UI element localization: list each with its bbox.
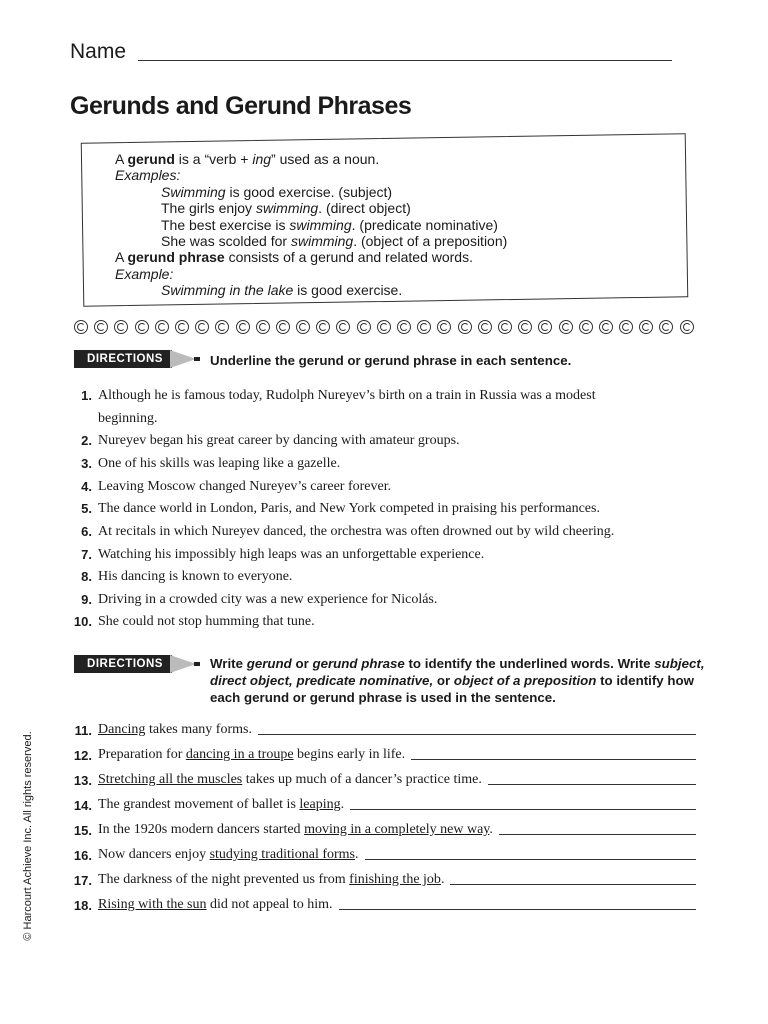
spiral-ornament-icon [357, 320, 371, 334]
spiral-ornament-icon [215, 320, 229, 334]
copyright-notice: © Harcourt Achieve Inc. All rights reserved. [22, 731, 34, 941]
question-text: One of his skills was leaping like a gazelle. [98, 456, 341, 471]
question-text: Nureyev began his great career by dancing with amateur groups. [98, 433, 460, 448]
example-line: The girls enjoy swimming. (direct object) [161, 200, 411, 217]
question-number: 11. [74, 723, 92, 738]
spiral-ornament-icon [659, 320, 673, 334]
answer-item [70, 766, 696, 788]
spiral-ornament-icon [296, 320, 310, 334]
question-item [70, 544, 700, 567]
question-number: 7. [81, 547, 92, 562]
example-label: Example: [115, 265, 174, 282]
sentence-text: Stretching all the muscles takes up much of a dancer’s practice time. [98, 772, 482, 787]
underlined-phrase: finishing the job [349, 872, 441, 887]
page-title: Gerunds and Gerund Phrases [70, 92, 412, 120]
sentence-text: The grandest movement of ballet is leaping. [98, 797, 345, 812]
question-number: 18. [73, 898, 92, 913]
sentence-text: Rising with the sun did not appeal to him. [98, 897, 333, 912]
pencil-icon [170, 655, 196, 673]
answer-line[interactable] [350, 809, 696, 810]
question-number: 6. [81, 524, 92, 539]
name-blank-line [138, 60, 672, 61]
question-text: Driving in a crowded city was a new experience for Nicolás. [98, 592, 438, 607]
underlined-phrase: dancing in a troupe [185, 747, 294, 762]
question-text: The dance world in London, Paris, and New York competed in praising his performances. [98, 501, 600, 516]
answer-item [70, 816, 696, 838]
sentence-text: In the 1920s modern dancers started moving in a completely new way. [98, 822, 493, 837]
question-number: 1. [81, 388, 92, 403]
directions-label: DIRECTIONS [74, 655, 172, 673]
spiral-ornament-icon [195, 320, 209, 334]
question-number: 15. [73, 823, 92, 838]
example-line: Swimming in the lake is good exercise. [161, 282, 403, 299]
spiral-divider [74, 320, 694, 336]
spiral-ornament-icon [94, 320, 108, 334]
answer-item [70, 841, 696, 863]
question-number: 3. [81, 456, 92, 471]
spiral-ornament-icon [236, 320, 250, 334]
question-item [70, 566, 700, 589]
question-text: Watching his impossibly high leaps was an unforgettable experience. [98, 547, 485, 562]
question-number: 9. [81, 592, 92, 607]
example-line: Swimming is good exercise. (subject) [161, 183, 393, 200]
question-item [70, 498, 700, 521]
spiral-ornament-icon [680, 320, 694, 334]
question-number: 8. [81, 569, 92, 584]
spiral-ornament-icon [559, 320, 573, 334]
question-item [70, 521, 700, 544]
spiral-ornament-icon [518, 320, 532, 334]
gerund-definition: A gerund is a “verb + ing” used as a noun. [115, 151, 380, 167]
directions-badge [74, 653, 206, 675]
spiral-ornament-icon [155, 320, 169, 334]
spiral-ornament-icon [135, 320, 149, 334]
question-text: She could not stop humming that tune. [98, 614, 315, 629]
question-number: 13. [73, 773, 92, 788]
spiral-ornament-icon [336, 320, 350, 334]
name-label: Name [70, 40, 127, 63]
spiral-ornament-icon [639, 320, 653, 334]
question-number: 17. [73, 873, 92, 888]
answer-line[interactable] [365, 859, 696, 860]
question-number: 2. [81, 433, 92, 448]
spiral-ornament-icon [397, 320, 411, 334]
question-text: Although he is famous today, Rudolph Nureyev’s birth on a train in Russia was a modest beginning. [98, 388, 596, 426]
sentence-text: Dancing takes many forms. [98, 722, 252, 737]
answer-item [70, 791, 696, 813]
answer-line[interactable] [339, 909, 697, 910]
spiral-ornament-icon [417, 320, 431, 334]
directions-label: DIRECTIONS [74, 350, 172, 368]
question-number: 4. [81, 479, 92, 494]
question-item [70, 453, 700, 476]
question-item [70, 476, 700, 499]
question-item [70, 430, 700, 453]
answer-line[interactable] [258, 734, 696, 735]
sentence-text: Now dancers enjoy studying traditional forms. [98, 847, 359, 862]
example-line: The best exercise is swimming. (predicate nominative) [161, 216, 498, 233]
pencil-tip-icon [194, 662, 200, 666]
question-number: 5. [81, 501, 92, 516]
examples-label: Examples: [115, 167, 181, 184]
example-line: She was scolded for swimming. (object of a preposition) [161, 233, 508, 250]
answer-item [70, 891, 696, 913]
underlined-phrase: Stretching all the muscles [98, 772, 243, 787]
spiral-ornament-icon [498, 320, 512, 334]
spiral-ornament-icon [256, 320, 270, 334]
question-item [70, 589, 700, 612]
pencil-icon [170, 350, 196, 368]
answer-line[interactable] [488, 784, 696, 785]
directions-badge [74, 348, 206, 370]
directions-text: Underline the gerund or gerund phrase in each sentence. [210, 353, 572, 368]
spiral-ornament-icon [276, 320, 290, 334]
spiral-ornament-icon [599, 320, 613, 334]
name-row [70, 40, 672, 66]
question-number: 16. [73, 848, 92, 863]
question-number: 12. [73, 748, 92, 763]
spiral-ornament-icon [538, 320, 552, 334]
answer-item [70, 716, 696, 738]
pencil-tip-icon [194, 357, 200, 361]
definition-box [115, 151, 675, 299]
question-text: His dancing is known to everyone. [98, 569, 293, 584]
answer-line[interactable] [499, 834, 696, 835]
spiral-ornament-icon [458, 320, 472, 334]
answer-line[interactable] [411, 759, 696, 760]
sentence-text: The darkness of the night prevented us from finishing the job. [98, 872, 445, 887]
question-item [70, 385, 700, 430]
directions-text-2: Write gerund or gerund phrase to identify the underlined words. Write subject, direct object, predicate nominative, or object of a preposition to identify how each gerund or gerund phrase is used in the sentence. [210, 656, 705, 705]
spiral-ornament-icon [619, 320, 633, 334]
underlined-phrase: leaping [299, 797, 341, 812]
sentence-text: Preparation for dancing in a troupe begins early in life. [98, 747, 406, 762]
spiral-ornament-icon [478, 320, 492, 334]
question-number: 14. [73, 798, 92, 813]
answer-item [70, 741, 696, 763]
underlined-phrase: Rising with the sun [98, 897, 207, 912]
question-item [70, 611, 700, 634]
answer-line[interactable] [450, 884, 696, 885]
spiral-ornament-icon [437, 320, 451, 334]
question-text: At recitals in which Nureyev danced, the orchestra was often drowned out by wild cheering. [98, 524, 615, 539]
question-text: Leaving Moscow changed Nureyev’s career forever. [98, 479, 392, 494]
question-number: 10. [73, 614, 92, 629]
spiral-ornament-icon [114, 320, 128, 334]
spiral-ornament-icon [175, 320, 189, 334]
spiral-ornament-icon [579, 320, 593, 334]
underlined-phrase: studying traditional forms [209, 847, 356, 862]
underlined-phrase: Dancing [98, 722, 146, 737]
gerund-phrase-definition: A gerund phrase consists of a gerund and related words. [115, 249, 473, 266]
spiral-ornament-icon [74, 320, 88, 334]
spiral-ornament-icon [316, 320, 330, 334]
spiral-ornament-icon [377, 320, 391, 334]
underlined-phrase: moving in a completely new way [304, 822, 490, 837]
answer-item [70, 866, 696, 888]
